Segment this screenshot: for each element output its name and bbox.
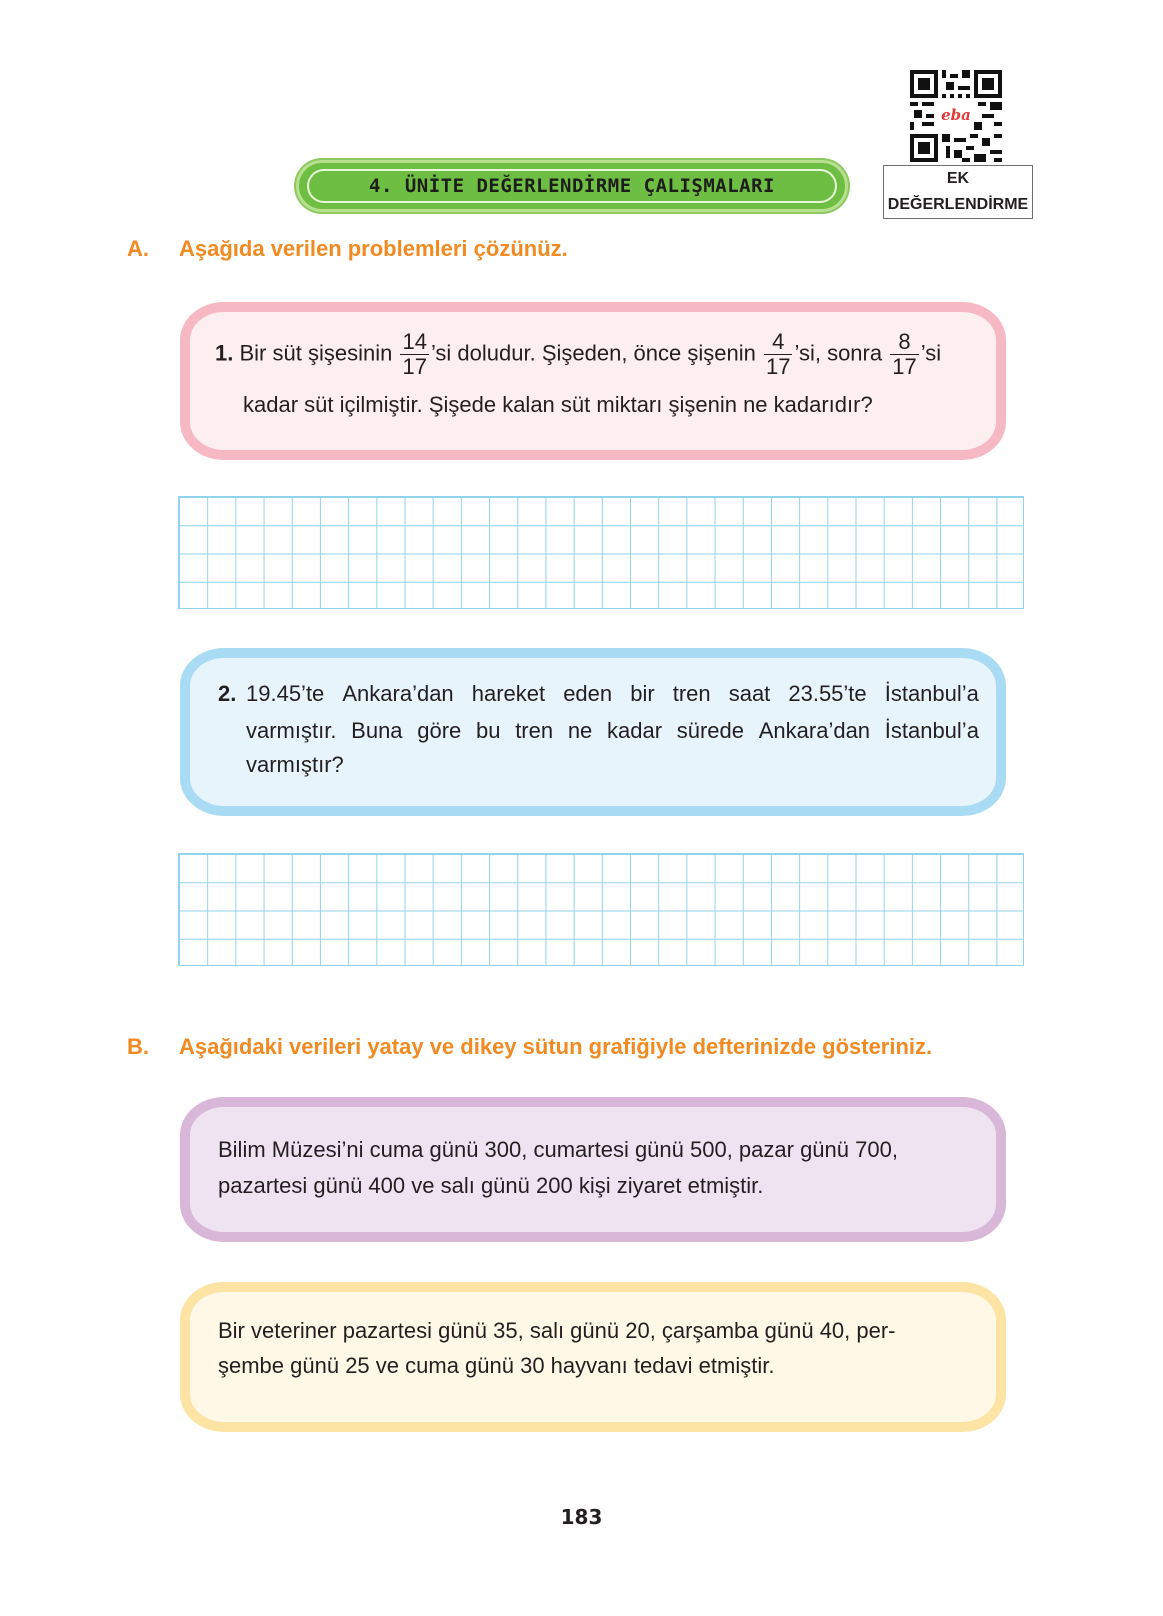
- question-1-line-2: kadar süt içilmiştir. Şişede kalan süt miktarı şişenin ne kadarıdır?: [243, 392, 873, 417]
- section-b-heading: [127, 1034, 932, 1060]
- word: bir: [630, 681, 655, 706]
- ek-label: EK: [946, 170, 970, 187]
- fraction-4-17: [764, 330, 792, 379]
- question-1-text-3: ’si, sonra: [794, 340, 883, 366]
- question-1-text-1: Bir süt şişesinin: [239, 340, 393, 366]
- section-a-title: Aşağıda verilen problemleri çözünüz.: [179, 236, 568, 261]
- word: tren: [515, 718, 554, 743]
- word: 23.55’te: [788, 681, 867, 706]
- answer-grid-2[interactable]: [178, 853, 1024, 966]
- veterinarian-data-line-1: Bir veteriner pazartesi günü 35, salı günü 20, çarşamba günü 40, per-: [218, 1318, 896, 1343]
- question-2-number-label: 2.: [218, 681, 237, 706]
- word: Ankara’dan: [342, 681, 454, 706]
- word: saat: [728, 681, 771, 706]
- unit-title-banner-inner: [307, 169, 837, 203]
- page-number: 183: [560, 1505, 603, 1529]
- museum-data-card: [180, 1097, 1006, 1242]
- fraction-numerator: 14: [402, 329, 427, 354]
- question-1-line-1: [215, 330, 941, 379]
- word: eden: [563, 681, 613, 706]
- qr-code: [910, 70, 1002, 162]
- fraction-denominator: 17: [765, 354, 791, 379]
- fraction-8-17: [890, 330, 918, 379]
- question-2-line-2: [246, 718, 979, 744]
- word: tren: [672, 681, 711, 706]
- section-a-heading: [127, 236, 568, 262]
- word: kadar: [607, 718, 663, 743]
- answer-grid-1[interactable]: [178, 496, 1024, 609]
- word: hareket: [471, 681, 546, 706]
- word: bu: [476, 718, 501, 743]
- museum-data-line-2: pazartesi günü 400 ve salı günü 200 kişi ziyaret etmiştir.: [218, 1173, 764, 1198]
- fraction-numerator: 8: [890, 330, 918, 355]
- question-1-text-2: ’si doludur. Şişeden, önce şişenin: [430, 340, 756, 366]
- word: sürede: [676, 718, 745, 743]
- question-2-line-3: varmıştır?: [246, 752, 344, 777]
- fraction-denominator: 17: [402, 354, 427, 379]
- question-1-card: [180, 302, 1006, 460]
- museum-data-line-1: Bilim Müzesi’ni cuma günü 300, cumartesi günü 500, pazar günü 700,: [218, 1137, 898, 1162]
- question-2-line-1: [246, 681, 979, 707]
- fraction-14-17: [400, 330, 428, 379]
- word: 19.45’te: [246, 681, 325, 706]
- word: göre: [417, 718, 462, 743]
- word: Buna: [351, 718, 403, 743]
- section-b-letter: B.: [127, 1034, 149, 1059]
- section-a-letter: A.: [127, 236, 149, 261]
- question-1-text-4: ’si: [920, 340, 942, 366]
- question-2-number: [218, 681, 236, 707]
- word: ne: [567, 718, 593, 743]
- word: İstanbul’a: [884, 681, 979, 706]
- ek-degerlendirme-box: [883, 165, 1033, 219]
- veterinarian-data-line-2: şembe günü 25 ve cuma günü 30 hayvanı tedavi etmiştir.: [218, 1353, 775, 1378]
- fraction-denominator: 17: [892, 354, 917, 379]
- unit-title: 4. ÜNİTE DEĞERLENDİRME ÇALIŞMALARI: [369, 175, 775, 197]
- word: varmıştır.: [246, 718, 337, 743]
- fraction-numerator: 4: [764, 330, 792, 355]
- word: Ankara’dan: [758, 718, 871, 743]
- unit-title-banner: [296, 160, 848, 212]
- question-1-number: 1.: [215, 340, 234, 366]
- word: İstanbul’a: [884, 718, 979, 743]
- eba-logo: eba: [938, 106, 974, 124]
- section-b-title: Aşağıdaki verileri yatay ve dikey sütun grafiğiyle defterinizde gösteriniz.: [179, 1034, 933, 1059]
- degerlendirme-label: DEĞERLENDİRME: [887, 196, 1029, 213]
